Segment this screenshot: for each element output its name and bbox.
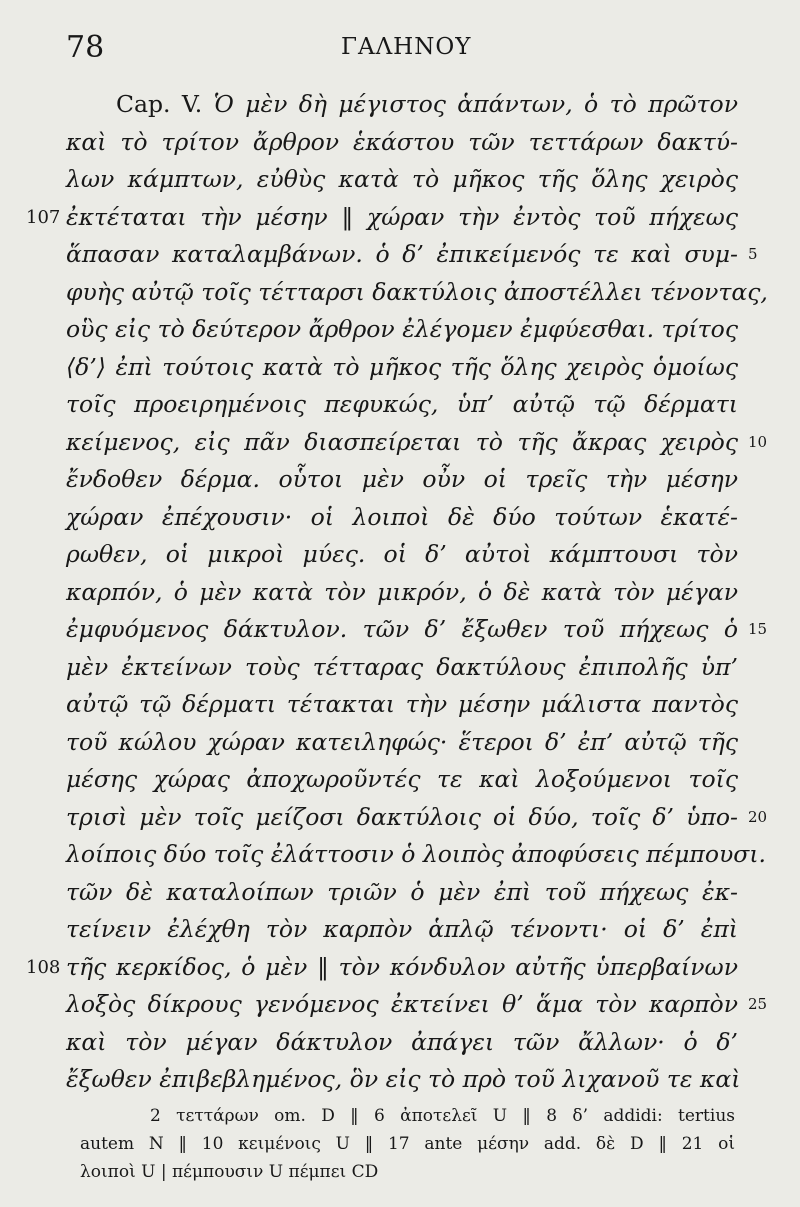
text-line bbox=[66, 461, 738, 499]
text-line bbox=[66, 761, 738, 799]
text-line bbox=[66, 874, 738, 912]
line-text: Ὁ μὲν δὴ μέγιστος ἁπάντων, ὁ τὸ πρῶτον bbox=[213, 90, 738, 118]
line-text: ἐκτέταται τὴν μέσην ‖ χώραν τὴν ἐντὸς τοῦ πήχεως bbox=[66, 202, 738, 231]
line-text: φυὴς αὐτῷ τοῖς τέτταρσι δακτύλοις ἀποστέλλει τένοντας, bbox=[66, 277, 768, 306]
line-text: τοῦ κώλου χώραν κατειληφώς· ἕτεροι δ’ ἐπ’ αὐτῷ τῆς bbox=[66, 727, 738, 756]
text-line bbox=[66, 986, 768, 1024]
text-line bbox=[66, 386, 738, 424]
text-line bbox=[66, 799, 768, 837]
text-line bbox=[66, 649, 738, 687]
line-text: τοῖς προειρημένοις πεφυκώς, ὑπ’ αὐτῷ τῷ δέρματι bbox=[66, 390, 738, 418]
line-text: καὶ τὸν μέγαν δάκτυλον ἀπάγει τῶν ἄλλων· ὁ δ’ bbox=[66, 1027, 738, 1056]
footnote-line: 2 τεττάρων om. D ‖ 6 ἀποτελεῖ U ‖ 8 δ’ addidi: tertius bbox=[150, 1106, 735, 1126]
line-text: ρωθεν, οἱ μικροὶ μύες. οἱ δ’ αὐτοὶ κάμπτουσι τὸν bbox=[66, 540, 738, 568]
page-number: 78 bbox=[66, 30, 105, 65]
text-line bbox=[66, 274, 768, 312]
line-text: λοίποις δύο τοῖς ἐλάττοσιν ὁ λοιπὸς ἀποφύσεις πέμπουσι. bbox=[66, 840, 767, 868]
line-text: ἅπασαν καταλαμβάνων. ὁ δ’ ἐπικείμενός τε καὶ συμ- bbox=[66, 240, 738, 268]
line-number: 10 bbox=[748, 432, 768, 451]
text-line bbox=[66, 499, 738, 537]
text-line bbox=[66, 1061, 741, 1099]
line-text: λοξὸς δίκρους γενόμενος ἐκτείνει θ’ ἅμα τὸν καρπὸν bbox=[66, 990, 738, 1018]
text-line bbox=[66, 536, 738, 574]
text-line bbox=[66, 836, 767, 874]
edition-page-marker: 107 bbox=[26, 206, 61, 228]
line-text: καὶ τὸ τρίτον ἄρθρον ἑκάστου τῶν τεττάρων δακτύ- bbox=[66, 127, 738, 156]
text-line bbox=[66, 574, 738, 612]
line-text: οὓς εἰς τὸ δεύτερον ἄρθρον ἐλέγομεν ἐμφύεσθαι. τρίτος bbox=[66, 315, 738, 343]
text-line bbox=[26, 949, 738, 987]
running-head: ΓΑΛΗΝΟΥ bbox=[341, 34, 472, 60]
line-text: κείμενος, εἰς πᾶν διασπείρεται τὸ τῆς ἄκρας χειρὸς bbox=[66, 427, 738, 456]
line-number: 25 bbox=[748, 995, 768, 1013]
line-text: λων κάμπτων, εὐθὺς κατὰ τὸ μῆκος τῆς ὅλης χειρὸς bbox=[66, 165, 738, 193]
line-text: μέσης χώρας ἀποχωροῦντές τε καὶ λοξούμενοι τοῖς bbox=[66, 765, 738, 793]
line-text: ⟨δ’⟩ ἐπὶ τούτοις κατὰ τὸ μῆκος τῆς ὅλης χειρὸς ὁμοίως bbox=[66, 352, 738, 381]
chapter-label: Cap. V. bbox=[116, 90, 203, 118]
text-line bbox=[26, 199, 738, 237]
line-number: 15 bbox=[748, 620, 768, 638]
line-text: ἔξωθεν ἐπιβεβλημένος, ὃν εἰς τὸ πρὸ τοῦ λιχανοῦ τε καὶ bbox=[66, 1065, 741, 1093]
apparatus-criticus bbox=[80, 1102, 735, 1186]
text-line bbox=[66, 86, 738, 124]
text-line bbox=[66, 911, 738, 949]
text-line bbox=[66, 161, 738, 199]
line-number: 5 bbox=[748, 245, 758, 263]
text-line bbox=[66, 724, 738, 762]
line-number: 20 bbox=[748, 807, 768, 826]
line-text: τείνειν ἐλέχθη τὸν καρπὸν ἁπλῷ τένοντι· οἱ δ’ ἐπὶ bbox=[66, 915, 738, 943]
text-line bbox=[66, 311, 738, 349]
line-text: ἐμφυόμενος δάκτυλον. τῶν δ’ ἔξωθεν τοῦ πήχεως ὁ bbox=[66, 615, 738, 643]
footnote-line: autem N ‖ 10 κειμένοις U ‖ 17 ante μέσην add. δὲ D ‖ 21 οἱ bbox=[80, 1134, 735, 1154]
text-line bbox=[66, 611, 768, 649]
text-line bbox=[66, 686, 738, 724]
line-text: χώραν ἐπέχουσιν· οἱ λοιποὶ δὲ δύο τούτων ἑκατέ- bbox=[66, 502, 738, 531]
line-text: τῆς κερκίδος, ὁ μὲν ‖ τὸν κόνδυλον αὐτῆς ὑπερβαίνων bbox=[66, 952, 738, 981]
main-text bbox=[26, 86, 768, 1099]
text-line bbox=[66, 424, 768, 462]
line-text: ἔνδοθεν δέρμα. οὗτοι μὲν οὖν οἱ τρεῖς τὴν μέσην bbox=[66, 465, 738, 493]
text-line bbox=[66, 236, 758, 274]
line-text: μὲν ἐκτείνων τοὺς τέτταρας δακτύλους ἐπιπολῆς ὑπ’ bbox=[66, 652, 738, 681]
text-line bbox=[66, 349, 738, 387]
line-text: τῶν δὲ καταλοίπων τριῶν ὁ μὲν ἐπὶ τοῦ πήχεως ἐκ- bbox=[66, 877, 738, 906]
text-line bbox=[66, 1024, 738, 1062]
line-text: τρισὶ μὲν τοῖς μείζοσι δακτύλοις οἱ δύο, τοῖς δ’ ὑπο- bbox=[66, 802, 738, 831]
edition-page-marker: 108 bbox=[26, 956, 61, 978]
line-text: καρπόν, ὁ μὲν κατὰ τὸν μικρόν, ὁ δὲ κατὰ τὸν μέγαν bbox=[66, 577, 738, 606]
footnote-line: λοιποὶ U | πέμπουσιν U πέμπει CD bbox=[80, 1162, 379, 1182]
line-text: αὐτῷ τῷ δέρματι τέτακται τὴν μέσην μάλιστα παντὸς bbox=[66, 690, 738, 718]
text-line bbox=[66, 124, 738, 162]
